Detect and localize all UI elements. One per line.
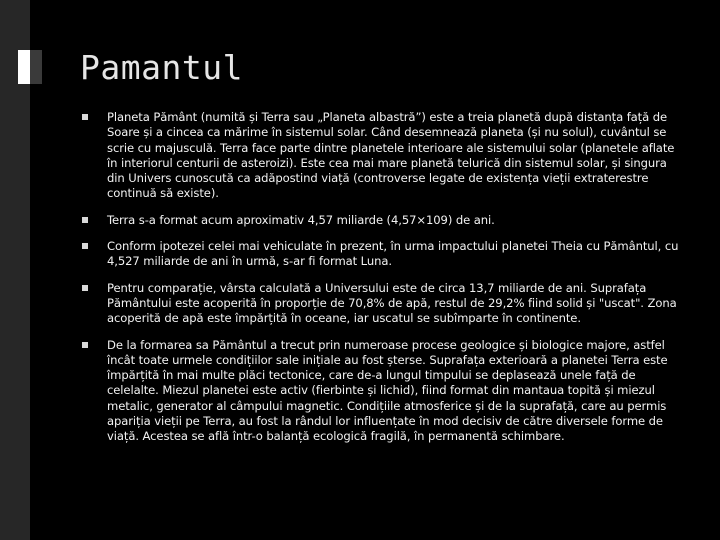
bullet-item-moon <box>82 239 682 270</box>
bullet-item-earth-intro <box>82 110 682 202</box>
bullet-text: Pentru comparație, vârsta calculată a Universului este de circa 13,7 miliarde de ani. Suprafața Pământului este acoperită în proporție de 70,8% de apă, restul de 29,2% fiind solid și "uscat". Zona acoperită de apă este împărțită în oceane, iar uscatul se subîmparte în continente. <box>107 280 677 326</box>
square-bullet-icon <box>82 243 88 249</box>
title-accent-bar <box>18 50 30 84</box>
bullet-text: Planeta Pământ (numită și Terra sau „Planeta albastră”) este a treia planetă după distanța față de Soare și a cincea ca mărime în sistemul solar. Când desemnează planeta (și nu solul), cuvântul se scrie cu majusculă. Terra face parte dintre planetele interioare ale sistemului solar (planetele aflate în interiorul centurii de asteroizi). Este cea mai mare planetă telurică din sistemul solar, și singura din Univers cunoscută ca adăpostind viață (controverse legate de existența vieții extraterestre continuă să existe). <box>107 110 675 201</box>
square-bullet-icon <box>82 217 88 223</box>
title-accent-bar-shadow <box>30 50 42 84</box>
square-bullet-icon <box>82 285 88 291</box>
bullet-text: Terra s-a format acum aproximativ 4,57 miliarde (4,57×109) de ani. <box>107 212 495 227</box>
bullet-item-geology <box>82 338 682 445</box>
bullet-text: Conform ipotezei celei mai vehiculate în prezent, în urma impactului planetei Theia cu Pământul, cu 4,527 miliarde de ani în urmă, s-ar fi format Luna. <box>107 239 679 269</box>
square-bullet-icon <box>82 342 88 348</box>
bullet-text: De la formarea sa Pământul a trecut prin numeroase procese geologice și biologice majore, astfel încât toate urmele condițiilor sale inițiale au fost șterse. Suprafața exterioară a planetei Terra este împărțită în mai multe plăci tectonice, care de-a lungul timpului se deplasează unele față de celelalte. Miezul planetei este activ (fierbinte și lichid), fiind format din mantaua topită și miezul metalic, generator al câmpului magnetic. Condițiile atmosferice și de la suprafață, care au permis apariția vieții pe Terra, au fost la rândul lor influențate în mod decisiv de către diversele forme de viață. Acestea se află într-o balanță ecologică fragilă, în permanentă schimbare. <box>107 337 668 444</box>
bullet-item-comparison <box>82 281 682 327</box>
slide-title: Pamantul <box>80 48 243 87</box>
bullet-item-formation <box>82 213 682 228</box>
square-bullet-icon <box>82 114 88 120</box>
bullet-list <box>82 110 682 456</box>
